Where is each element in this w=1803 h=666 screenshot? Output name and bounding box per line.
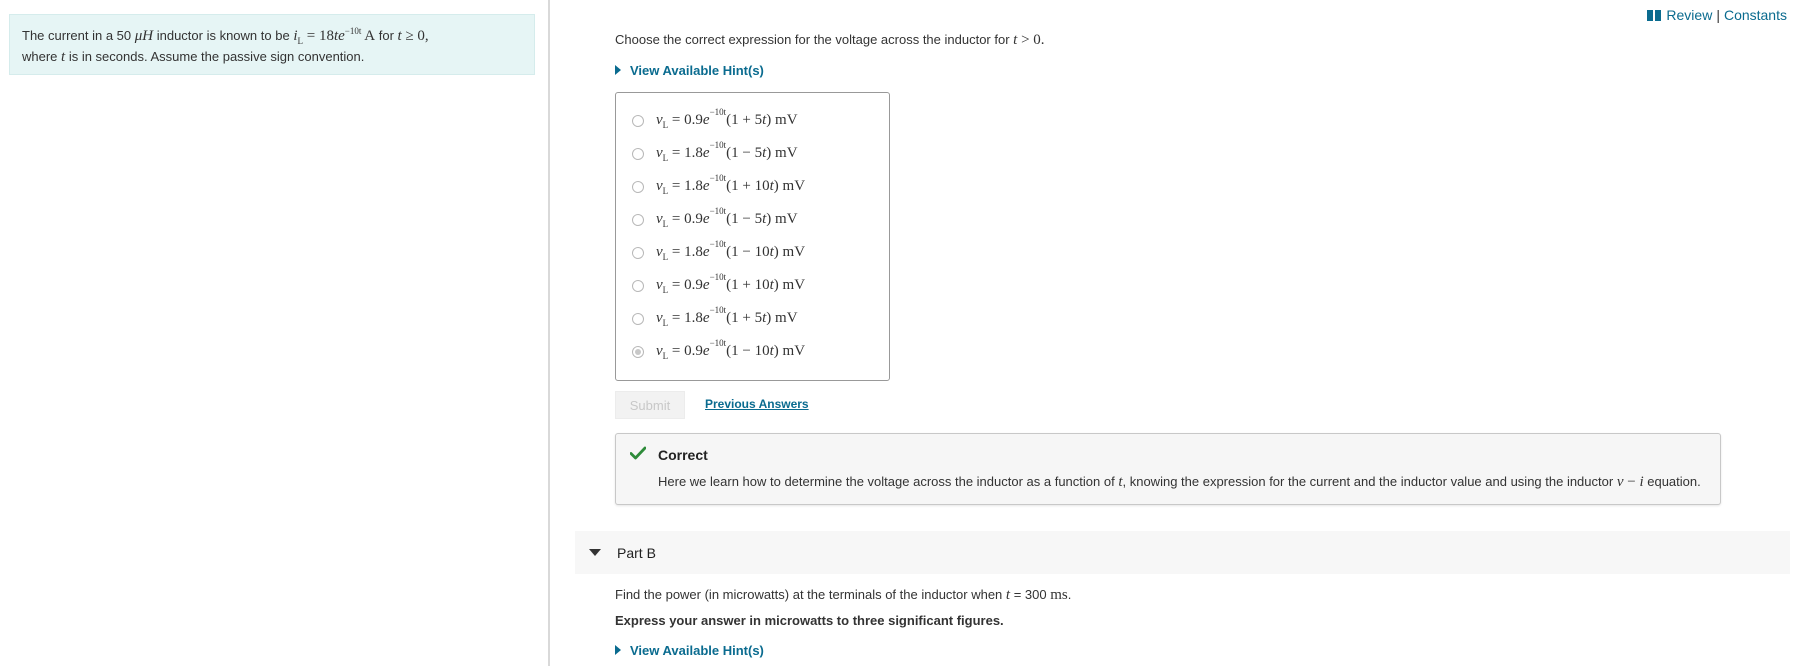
part-a-hint-toggle[interactable]: View Available Hint(s) <box>615 63 764 78</box>
part-b-header[interactable] <box>575 531 1790 574</box>
feedback-title: Correct <box>658 447 708 463</box>
problem-text: inductor is known to be <box>153 28 294 43</box>
radio-button[interactable] <box>632 181 644 193</box>
feedback-text: Here we learn how to determine the voltage across the inductor as a function of t, knowing the expression for the current and the inductor value and using the inductor v − i equation. <box>658 474 1701 490</box>
feedback-panel <box>615 433 1721 505</box>
radio-button[interactable] <box>632 115 644 127</box>
book-icon <box>1647 10 1661 21</box>
constants-link[interactable]: Constants <box>1723 7 1787 23</box>
radio-button[interactable] <box>632 148 644 160</box>
review-link[interactable]: Review <box>1666 7 1713 23</box>
time-var: t <box>61 49 66 65</box>
part-b-hint-toggle[interactable]: View Available Hint(s) <box>615 643 764 658</box>
answer-option[interactable]: $v_L = 0.9e^{-10t}(1 + 5t)$ mV <box>632 109 798 133</box>
caret-down-icon <box>589 549 601 556</box>
answer-option[interactable]: $v_L = 0.9e^{-10t}(1 - 5t)$ mV <box>632 208 798 232</box>
top-links <box>1647 7 1787 23</box>
problem-pane <box>0 0 550 666</box>
answer-option[interactable]: $v_L = 1.8e^{-10t}(1 - 5t)$ mV <box>632 142 798 166</box>
part-b-instruction: Express your answer in microwatts to three significant figures. <box>615 613 1004 628</box>
previous-answers-link[interactable]: Previous Answers <box>705 397 809 411</box>
separator: | <box>1716 7 1720 23</box>
answer-option[interactable]: $v_L = 1.8e^{-10t}(1 + 5t)$ mV <box>632 307 798 331</box>
part-b-question: Find the power (in microwatts) at the terminals of the inductor when t = 300 ms. <box>615 587 1072 603</box>
answer-options <box>615 92 890 381</box>
radio-button-selected[interactable] <box>632 346 644 358</box>
radio-button[interactable] <box>632 280 644 292</box>
time-condition: t ≥ 0, <box>397 28 429 44</box>
checkmark-icon <box>630 446 646 460</box>
answer-option-selected[interactable]: $v_L = 0.9e^{-10t}(1 - 10t)$ mV <box>632 340 805 364</box>
problem-text: is in seconds. Assume the passive sign convention. <box>65 49 365 64</box>
inductance-unit: μH <box>134 28 154 44</box>
current-expression: $i_L = 18te^{-10t}$ A <box>293 26 376 46</box>
radio-button[interactable] <box>632 313 644 325</box>
answer-option[interactable]: $v_L = 1.8e^{-10t}(1 + 10t)$ mV <box>632 175 805 199</box>
caret-right-icon <box>615 65 621 75</box>
caret-right-icon <box>615 645 621 655</box>
answer-option[interactable]: $v_L = 0.9e^{-10t}(1 + 10t)$ mV <box>632 274 805 298</box>
answer-option[interactable]: $v_L = 1.8e^{-10t}(1 - 10t)$ mV <box>632 241 805 265</box>
radio-button[interactable] <box>632 247 644 259</box>
radio-button[interactable] <box>632 214 644 226</box>
problem-text: for <box>375 28 398 43</box>
problem-statement <box>9 14 535 75</box>
submit-button[interactable]: Submit <box>615 391 685 419</box>
part-b-title: Part B <box>617 544 656 561</box>
problem-text: where <box>22 49 62 64</box>
problem-text: The current in a 50 <box>22 28 135 43</box>
part-a-question: Choose the correct expression for the voltage across the inductor for t > 0. <box>615 32 1045 48</box>
